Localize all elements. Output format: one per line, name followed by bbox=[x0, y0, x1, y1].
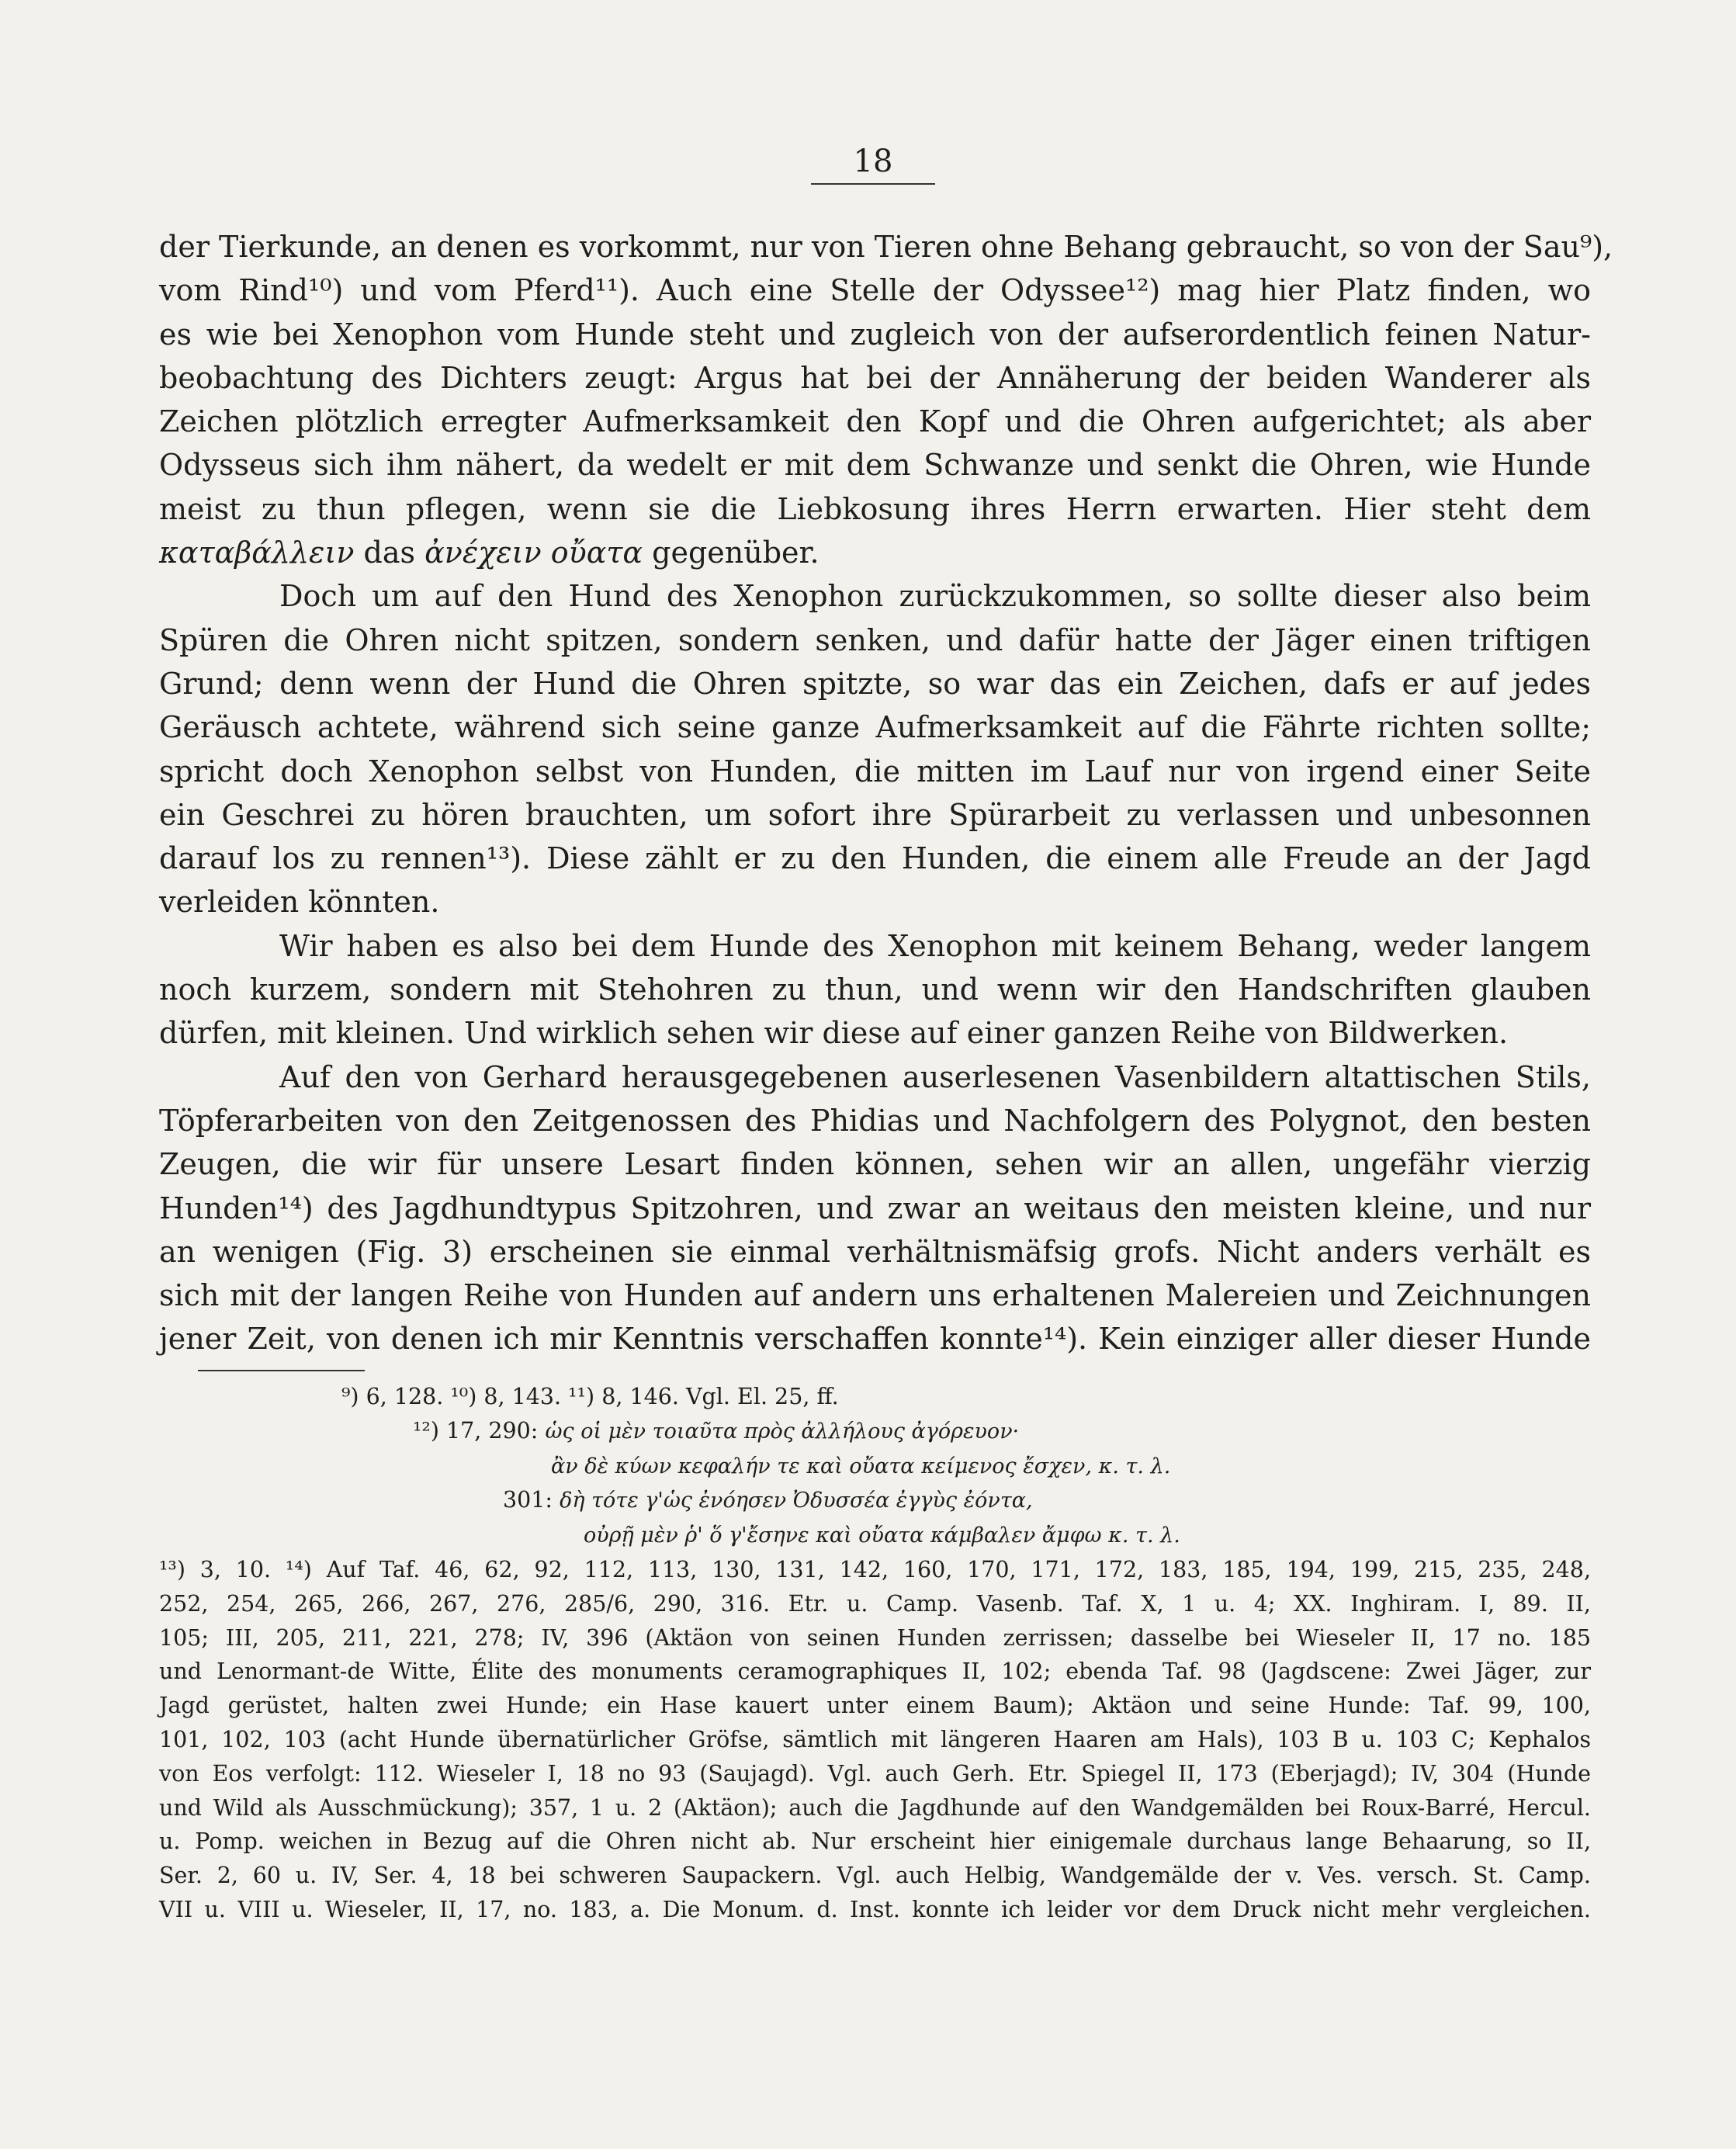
footnote-13-14-line: Jagd gerüstet, halten zwei Hunde; ein Hase kauert unter einem Baum); Aktäon und seine Hunde: Taf. 99, 100, bbox=[159, 1693, 1591, 1719]
text-line: Wir haben es also bei dem Hunde des Xenophon mit keinem Behang, weder langem bbox=[279, 928, 1591, 963]
text-line: Hunden¹⁴) des Jagdhundtypus Spitzohren, und zwar an weitaus den meisten kleine, und nur bbox=[159, 1191, 1591, 1225]
footnote-13-14-line: und Wild als Ausschmückung); 357, 1 u. 2 (Aktäon); auch die Jagdhunde auf den Wandgemälden bei Roux-Barré, Hercul. bbox=[159, 1794, 1591, 1821]
text-line: Auf den von Gerhard herausgegebenen auserlesenen Vasenbildern altattischen Stils, bbox=[279, 1059, 1591, 1094]
paragraph-4-body bbox=[159, 1099, 1591, 1361]
footnote-13-14-line: und Lenormant-de Witte, Élite des monuments ceramographiques II, 102; ebenda Taf. 98 (Jagdscene: Zwei Jäger, zur bbox=[159, 1659, 1591, 1685]
footnote-12-line bbox=[159, 1449, 1591, 1484]
text-line: spricht doch Xenophon selbst von Hunden, die mitten im Lauf nur von irgend einer Seite bbox=[159, 754, 1591, 789]
footnotes bbox=[159, 1380, 1591, 1927]
text-line: noch kurzem, sondern mit Stehohren zu thun, und wenn wir den Handschriften glauben bbox=[159, 972, 1591, 1007]
footnote-13-14-line: u. Pomp. weichen in Bezug auf die Ohren nicht ab. Nur erscheint hier einigemale durchaus lange Behaarung, so II, bbox=[159, 1828, 1591, 1855]
text-line: Grund; denn wenn der Hund die Ohren spitzte, so war das ein Zeichen, dafs er auf jedes bbox=[159, 666, 1591, 701]
text-line: Töpferarbeiten von den Zeitgenossen des Phidias und Nachfolgern des Polygnot, den besten bbox=[159, 1103, 1591, 1138]
text-line: meist zu thun pflegen, wenn sie die Liebkosung ihres Herrn erwarten. Hier steht dem bbox=[159, 491, 1591, 526]
text-line: der Tierkunde, an denen es vorkommt, nur von Tieren ohne Behang gebraucht, so von der Sau⁹), bbox=[159, 230, 1613, 264]
greek-quote: οὐρῇ μὲν ῥ' ὅ γ'ἔσηνε καὶ οὔατα κάμβαλεν ἄμφω κ. τ. λ. bbox=[584, 1523, 1180, 1548]
text-line: beobachtung des Dichters zeugt: Argus hat bei der Annäherung der beiden Wanderer als bbox=[159, 360, 1591, 395]
footnote-301-label: 301: bbox=[503, 1487, 553, 1513]
footnote-12-label: ¹²) 17, 290: bbox=[413, 1417, 539, 1444]
footnote-divider bbox=[198, 1370, 365, 1371]
footnote-12-line bbox=[159, 1518, 1591, 1553]
paragraph-4 bbox=[159, 1055, 1591, 1099]
text-line: jener Zeit, von denen ich mir Kenntnis verschaffen konnte¹⁴). Kein einziger aller dieser Hunde bbox=[159, 1322, 1591, 1357]
text-line: verleiden könnten. bbox=[159, 885, 440, 920]
text-line: darauf los zu rennen¹³). Diese zählt er zu den Hunden, die einem alle Freude an der Jagd bbox=[159, 841, 1591, 876]
footnote-13-14-line: 105; III, 205, 211, 221, 278; IV, 396 (Aktäon von seinen Hunden zerrissen; dasselbe bei Wieseler II, 17 no. 185 bbox=[159, 1624, 1591, 1651]
text-line: ein Geschrei zu hören brauchten, um sofort ihre Spürarbeit zu verlassen und unbesonnen bbox=[159, 797, 1591, 832]
text-line: Zeugen, die wir für unsere Lesart finden können, sehen wir an allen, ungefähr vierzig bbox=[159, 1147, 1591, 1182]
text-line: Odysseus sich ihm nähert, da wedelt er mit dem Schwanze und senkt die Ohren, wie Hunde bbox=[159, 448, 1591, 483]
paragraph-3 bbox=[159, 924, 1591, 968]
greek-word: καταβάλλειν bbox=[159, 536, 355, 570]
greek-quote: δὴ τότε γ'ὡς ἐνόησεν Ὀδυσσέα ἐγγὺς ἐόντα, bbox=[560, 1489, 1033, 1513]
footnote-12-line bbox=[159, 1414, 1591, 1449]
text-line: an wenigen (Fig. 3) erscheinen sie einmal verhältnismäfsig grofs. Nicht anders verhält es bbox=[159, 1234, 1591, 1269]
text-line: Doch um auf den Hund des Xenophon zurückzukommen, so sollte dieser also beim bbox=[279, 579, 1591, 614]
footnote-12-301-line bbox=[159, 1483, 1591, 1518]
text-line: sich mit der langen Reihe von Hunden auf andern uns erhaltenen Malereien und Zeichnungen bbox=[159, 1278, 1591, 1313]
text-fragment: gegenüber. bbox=[643, 536, 819, 570]
footnote-13-14-line: 252, 254, 265, 266, 267, 276, 285/6, 290, 316. Etr. u. Camp. Vasenb. Taf. X, 1 u. 4; XX. Inghiram. I, 89. II, bbox=[159, 1590, 1591, 1617]
main-text bbox=[159, 225, 1613, 1361]
footnote-13-14-line: Ser. 2, 60 u. IV, Ser. 4, 18 bei schweren Saupackern. Vgl. auch Helbig, Wandgemälde der v. Ves. versch. St. Camp. bbox=[159, 1863, 1591, 1889]
text-line: Spüren die Ohren nicht spitzen, sondern senken, und dafür hatte der Jäger einen triftigen bbox=[159, 622, 1591, 657]
text-line: Zeichen plötzlich erregter Aufmerksamkeit den Kopf und die Ohren aufgerichtet; als aber bbox=[159, 404, 1591, 439]
footnote-13-14-line: VII u. VIII u. Wieseler, II, 17, no. 183, a. Die Monum. d. Inst. konnte ich leider vor dem Druck nicht mehr vergleichen. bbox=[159, 1896, 1591, 1922]
greek-quote: ὡς οἱ μὲν τοιαῦτα πρὸς ἀλλήλους ἀγόρευον· bbox=[545, 1419, 1020, 1444]
greek-quote: ἂν δὲ κύων κεφαλήν τε καὶ οὔατα κείμενος ἔσχεν, κ. τ. λ. bbox=[551, 1454, 1171, 1478]
paragraph-2-body bbox=[159, 619, 1591, 924]
paragraph-1 bbox=[159, 225, 1613, 574]
page-number: 18 bbox=[811, 140, 935, 185]
paragraph-2 bbox=[159, 574, 1591, 618]
text-line bbox=[159, 531, 1591, 574]
greek-word: ἀνέχειν οὔατα bbox=[424, 536, 643, 570]
footnote-9-11: ⁹) 6, 128. ¹⁰) 8, 143. ¹¹) 8, 146. Vgl. El. 25, ff. bbox=[341, 1384, 839, 1409]
text-line: vom Rind¹⁰) und vom Pferd¹¹). Auch eine Stelle der Odyssee¹²) mag hier Platz finden, wo bbox=[159, 273, 1591, 308]
text-line: Geräusch achtete, während sich seine ganze Aufmerksamkeit auf die Fährte richten sollte; bbox=[159, 710, 1591, 745]
paragraph-3-body bbox=[159, 968, 1591, 1055]
footnote-13-14-line: von Eos verfolgt: 112. Wieseler I, 18 no 93 (Saujagd). Vgl. auch Gerh. Etr. Spiegel II, 173 (Eberjagd); IV, 304 (Hunde bbox=[159, 1760, 1591, 1787]
footnote-13-14-line: ¹³) 3, 10. ¹⁴) Auf Taf. 46, 62, 92, 112, 113, 130, 131, 142, 160, 170, 171, 172, 183, 185, 194, 199, 215, 235, 248, bbox=[159, 1556, 1591, 1582]
text-line: es wie bei Xenophon vom Hunde steht und zugleich von der aufserordentlich feinen Natur- bbox=[159, 317, 1591, 352]
text-fragment: das bbox=[354, 536, 425, 570]
footnote-13-14-line: 101, 102, 103 (acht Hunde übernatürlicher Gröfse, sämtlich mit längeren Haaren am Hals), 103 B u. 103 C; Kephalos bbox=[159, 1726, 1591, 1752]
text-line: dürfen, mit kleinen. Und wirklich sehen wir diese auf einer ganzen Reihe von Bildwerken. bbox=[159, 1016, 1509, 1051]
